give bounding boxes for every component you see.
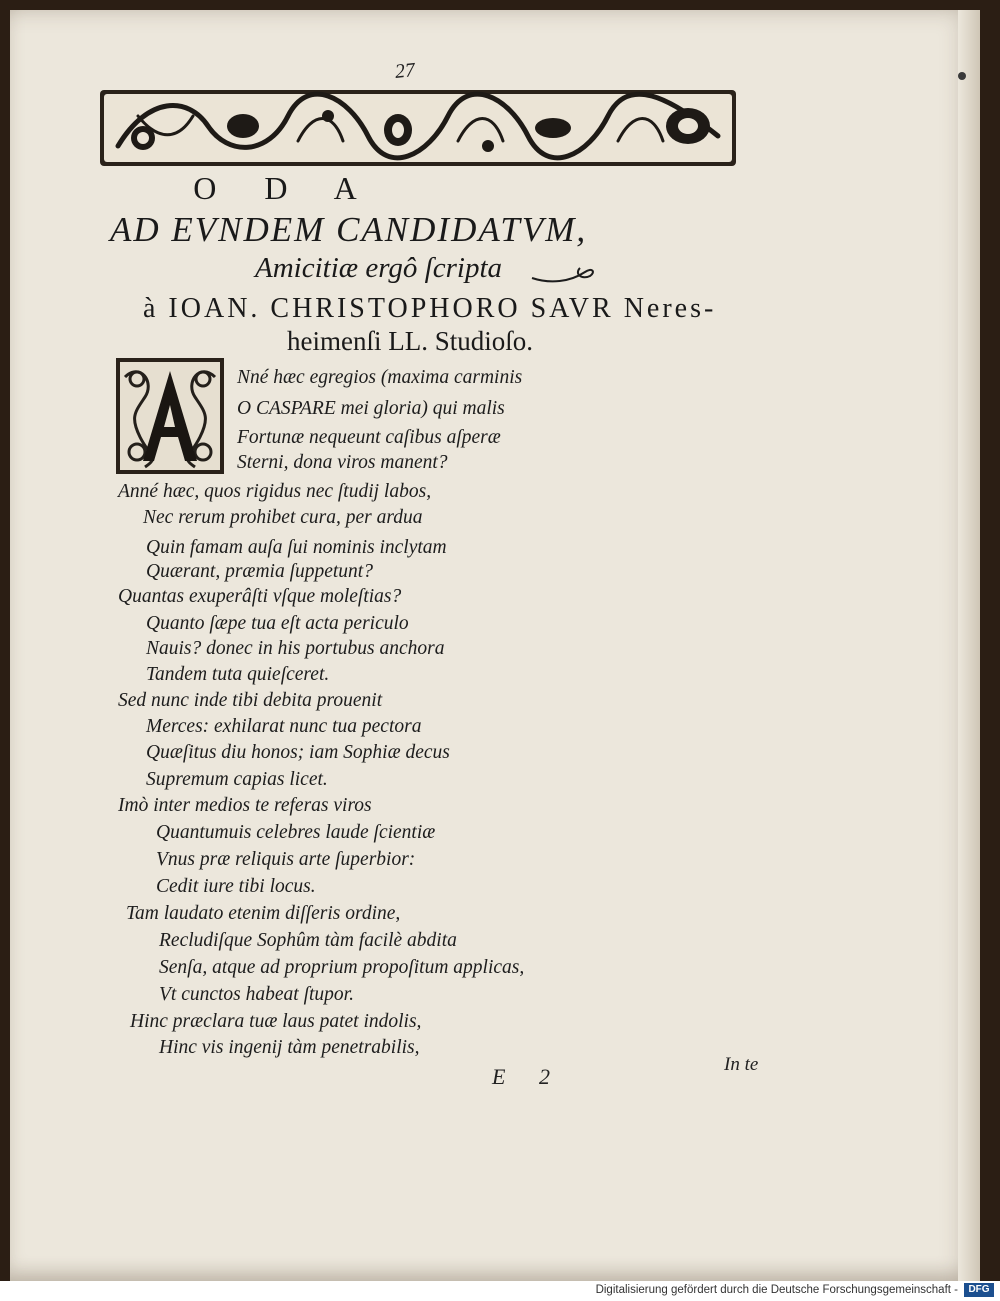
verse-line: Quæſitus diu honos; iam Sophiæ decus [146,742,450,763]
page-gutter-shadow [958,10,980,1281]
verse-line: Quærant, præmia ſuppetunt? [146,561,373,582]
verse-line: Hinc præclara tuæ laus patet indolis, [130,1011,422,1032]
flourish-icon [530,262,600,286]
verse-line: Sterni, dona viros manent? [237,452,448,473]
verse-line: Vnus præ reliquis arte ſuperbior: [156,849,416,870]
verse-line: Cedit iure tibi locus. [156,876,316,897]
dfg-logo-icon: DFG [964,1283,994,1297]
verse-line: Quantas exuperâſti vſque moleſtias? [118,586,402,607]
verse-line: Imò inter medios te referas viros [118,795,372,816]
verse-line: Supremum capias licet. [146,769,328,790]
ink-speck [958,72,966,80]
ode-subtitle: Amicitiæ ergô ſcripta [255,252,503,284]
funding-notice: Digitalisierung gefördert durch die Deutsche Forschungsgemeinschaft - [595,1284,958,1296]
verse-line: Tam laudato etenim diſſeris ordine, [126,903,401,924]
verse-line: Vt cunctos habeat ſtupor. [159,984,354,1005]
verse-line: Quanto ſæpe tua eſt acta periculo [146,613,409,634]
ode-dedication: AD EVNDEM CANDIDATVM, [110,210,588,249]
author-line-continued: heimenſi LL. Studioſo. [287,326,533,356]
verse-line: Sed nunc inde tibi debita prouenit [118,690,383,711]
verse-line: Quin famam auſa ſui nominis inclytam [146,537,447,558]
ode-heading: O D A [193,170,377,206]
author-line: à IOAN. CHRISTOPHORO SAVR Neres- [143,293,717,324]
ornamental-headpiece-icon [98,86,738,170]
decorated-initial-a-icon [115,357,225,475]
verse-line: Anné hæc, quos rigidus nec ſtudij labos, [118,481,432,502]
page-number: 27 [393,59,417,83]
verse-line: Recludiſque Sophûm tàm facilè abdita [159,930,457,951]
verse-line: Tandem tuta quieſceret. [146,664,330,685]
signature-mark: E 2 [492,1064,564,1089]
verse-line: Merces: exhilarat nunc tua pectora [146,716,422,737]
verse-line: Nauis? donec in his portubus anchora [146,638,445,659]
verse-line: Quantumuis celebres laude ſcientiæ [156,822,436,843]
verse-line: O CASPARE mei gloria) qui malis [237,398,505,419]
verse-line: Hinc vis ingenij tàm penetrabilis, [159,1037,420,1058]
verse-line: Fortunæ nequeunt caſibus aſperæ [237,427,501,448]
catchword: In te [724,1054,759,1075]
verse-line: Senſa, atque ad proprium propoſitum applicas, [159,957,525,978]
verse-line: Nec rerum prohibet cura, per ardua [143,507,423,528]
verse-line: Nné hæc egregios (maxima carminis [237,367,523,388]
